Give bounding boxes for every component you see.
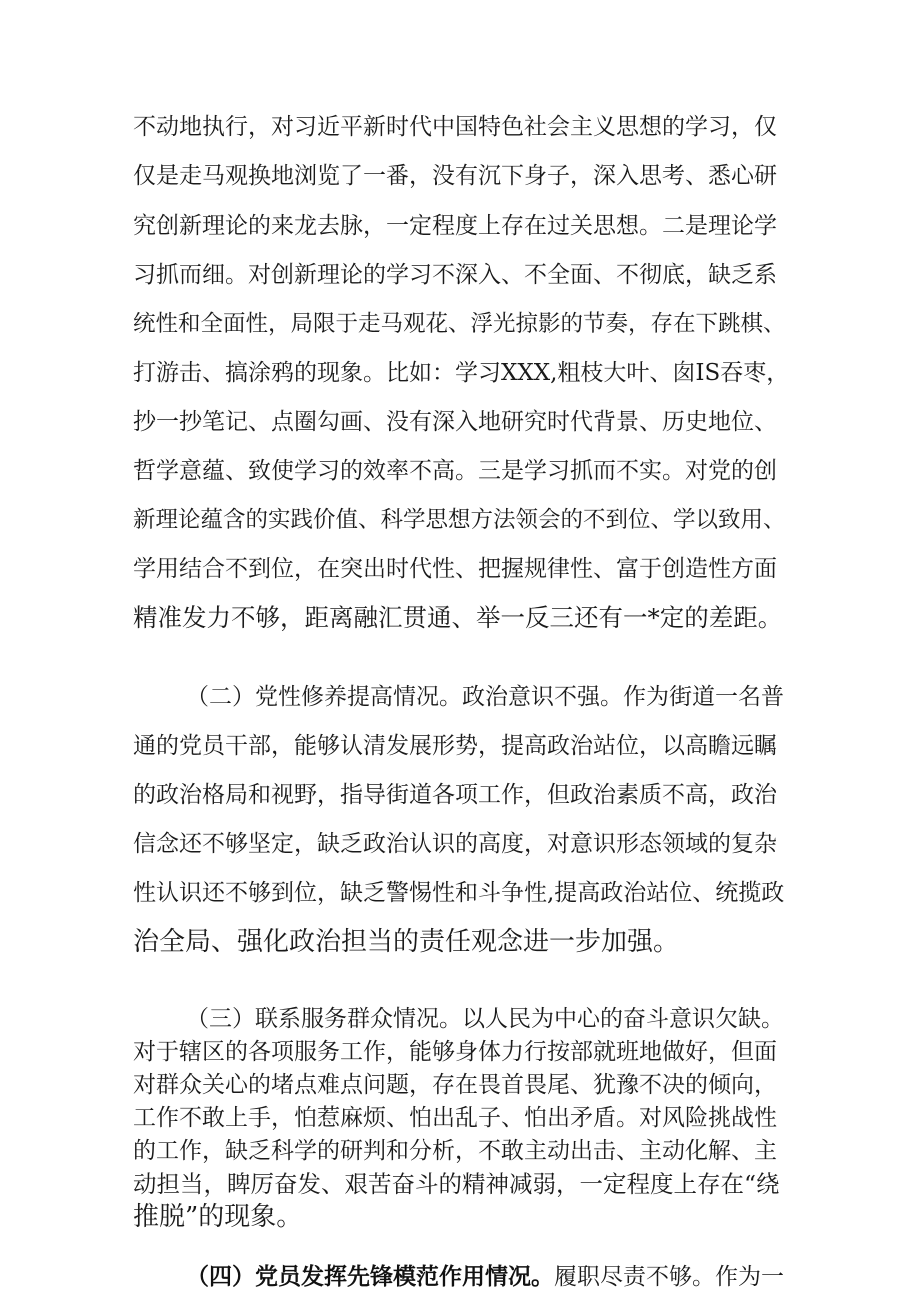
paragraph-line: 不动地执行，对习近平新时代中国特色社会主义思想的学习，仅 xyxy=(133,114,777,140)
paragraph-line: 治全局、强化政治担当的责任观念进一步加强。 xyxy=(133,927,680,957)
paragraph-line: 通的党员干部，能够认清发展形势，提高政治站位，以高瞻远瞩 xyxy=(133,733,777,759)
paragraph-line: 抄一抄笔记、点圈勾画、没有深入地研究时代背景、历史地位、 xyxy=(133,409,777,435)
paragraph-line: 对群众关心的堵点难点问题，存在畏首畏尾、犹豫不决的倾向， xyxy=(133,1072,777,1098)
paragraph-line: 工作不敢上手，怕惹麻烦、怕出乱子、怕出矛盾。对风险挑战性 xyxy=(133,1105,777,1131)
paragraph-line: 仅是走马观换地浏览了一番，没有沉下身子，深入思考、悉心研 xyxy=(133,163,777,189)
paragraph-line: 性认识还不够到位，缺乏警惕性和斗争性,提高政治站位、统揽政 xyxy=(133,880,785,906)
paragraph-line: 打游击、搞涂鸦的现象。比如：学习XXX,粗枝大叶、囱IS吞枣， xyxy=(133,360,790,386)
paragraph-line: 动担当，睥厉奋发、艰苦奋斗的精神减弱，一定程度上存在“绕 xyxy=(133,1170,780,1198)
paragraph-line: 的政治格局和视野，指导街道各项工作，但政治素质不高，政治 xyxy=(133,782,777,808)
section-3-heading-line: （三）联系服务群众情况。以人民为中心的奋斗意识欠缺。 xyxy=(186,1006,784,1032)
paragraph-line: 对于辖区的各项服务工作，能够身体力行按部就班地做好，但面 xyxy=(133,1039,777,1065)
section-4-heading: （四）党员发挥先锋模范作用情况。 xyxy=(186,1263,554,1290)
section-4-line xyxy=(186,1261,784,1293)
paragraph-line: 学用结合不到位，在突出时代性、把握规律性、富于创造性方面 xyxy=(133,556,777,582)
paragraph-line: 精准发力不够，距离融汇贯通、举一反三还有一*定的差距。 xyxy=(133,603,783,632)
paragraph-line: 信念还不够坚定，缺乏政治认识的高度，对意识形态领域的复杂 xyxy=(133,831,777,857)
paragraph-line: 究创新理论的来龙去脉，一定程度上存在过关思想。二是理论学 xyxy=(133,213,777,239)
paragraph-line: 统性和全面性，局限于走马观花、浮光掠影的节奏，存在下跳棋、 xyxy=(133,311,786,337)
paragraph-line: 的工作，缺乏科学的研判和分析，不敢主动出击、主动化解、主 xyxy=(133,1138,777,1164)
paragraph-line: 推脱”的现象。 xyxy=(133,1202,303,1232)
paragraph-line: 新理论蕴含的实践价值、科学思想方法领会的不到位、学以致用、 xyxy=(133,507,786,533)
paragraph-line: 习抓而细。对创新理论的学习不深入、不全面、不彻底，缺乏系 xyxy=(133,262,777,288)
section-4-text: 履职尽责不够。作为一 xyxy=(554,1264,784,1290)
section-2-heading-line: （二）党性修养提高情况。政治意识不强。作为街道一名普 xyxy=(186,684,784,710)
paragraph-line: 哲学意蕴、致使学习的效率不高。三是学习抓而不实。对党的创 xyxy=(133,458,777,484)
